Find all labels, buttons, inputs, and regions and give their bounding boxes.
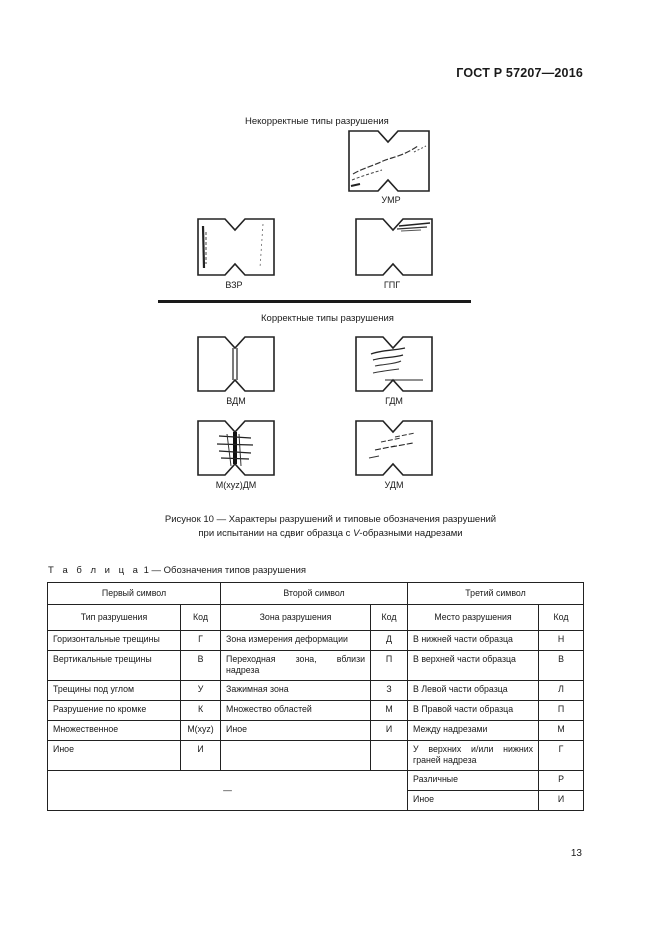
- figure-caption-line1: Рисунок 10 — Характеры разрушений и типовые обозначения разрушений: [164, 514, 497, 525]
- table-cell: П: [539, 701, 584, 721]
- table-row: [48, 741, 584, 771]
- table-cell: В Правой части образца: [408, 701, 539, 721]
- table-cell: В нижней части образца: [408, 631, 539, 651]
- specimen-udm-drawing: [355, 420, 433, 476]
- table-cell: У: [181, 681, 221, 701]
- table-cell: В: [539, 651, 584, 681]
- subheader-code: Код: [539, 605, 584, 631]
- table-cell: Г: [181, 631, 221, 651]
- table-cell: M(xyz): [181, 721, 221, 741]
- table-cell: И: [371, 721, 408, 741]
- incorrect-types-title: Некорректные типы разрушения: [245, 116, 389, 127]
- table-row: [48, 721, 584, 741]
- table-cell: П: [371, 651, 408, 681]
- figure-divider: [158, 300, 471, 303]
- merged-dash-cell: —: [48, 771, 408, 811]
- correct-types-title: Корректные типы разрушения: [261, 313, 394, 324]
- table-cell: Множественное: [48, 721, 181, 741]
- table-cell: Зажимная зона: [221, 681, 371, 701]
- table-cell: Л: [539, 681, 584, 701]
- table-cell: Иное: [48, 741, 181, 771]
- table-cell: [371, 741, 408, 771]
- specimen-vzr-drawing: [197, 218, 275, 276]
- table-cell: Иное: [221, 721, 371, 741]
- subheader-code: Код: [181, 605, 221, 631]
- table-cell: И: [181, 741, 221, 771]
- table-row: [48, 771, 584, 791]
- subheader-failure-type: Тип разрушения: [48, 605, 181, 631]
- table-cell: Вертикальные трещины: [48, 651, 181, 681]
- table-cell: Зона измерения деформации: [221, 631, 371, 651]
- specimen-mdm-drawing: [197, 420, 275, 476]
- table-cell: И: [539, 791, 584, 811]
- table-group-header-row: [48, 583, 584, 605]
- specimen-gpg-drawing: [355, 218, 433, 276]
- specimen-gpg-label: ГПГ: [383, 280, 401, 290]
- table-title-rest: 1 — Обозначения типов разрушения: [140, 565, 307, 576]
- table-cell: Между надрезами: [408, 721, 539, 741]
- table-cell: К: [181, 701, 221, 721]
- standard-code: ГОСТ Р 57207—2016: [456, 66, 583, 80]
- specimen-umr-drawing: [348, 130, 430, 192]
- specimen-mdm-label: М(xyz)ДМ: [215, 480, 257, 490]
- table-cell: Различные: [408, 771, 539, 791]
- table-cell: Множество областей: [221, 701, 371, 721]
- table-cell: [221, 741, 371, 771]
- table-cell: Д: [371, 631, 408, 651]
- specimen-vdm-label: ВДМ: [226, 396, 246, 406]
- table-title: [48, 565, 306, 576]
- specimen-gdm-label: ГДМ: [385, 396, 403, 406]
- caption-text-b: -образными надрезами: [359, 528, 463, 539]
- table-cell: Р: [539, 771, 584, 791]
- table-row: [48, 701, 584, 721]
- table-cell: М: [539, 721, 584, 741]
- table-cell: У верхних и/или нижних граней надреза: [408, 741, 539, 771]
- table-cell: М: [371, 701, 408, 721]
- table-cell: Иное: [408, 791, 539, 811]
- table-cell: Переходная зона, вблизи надреза: [221, 651, 371, 681]
- table-cell: Трещины под углом: [48, 681, 181, 701]
- specimen-udm-label: УДМ: [384, 480, 404, 490]
- header-third-symbol: Третий символ: [408, 583, 584, 605]
- caption-text-a: при испытании на сдвиг образца с: [198, 528, 354, 539]
- table-cell: В верхней части образца: [408, 651, 539, 681]
- table-cell: Горизонтальные трещины: [48, 631, 181, 651]
- table-cell: Н: [539, 631, 584, 651]
- specimen-vzr-label: ВЗР: [225, 280, 243, 290]
- subheader-failure-location: Место разрушения: [408, 605, 539, 631]
- header-first-symbol: Первый символ: [48, 583, 221, 605]
- caption-v-letter: V: [353, 528, 360, 539]
- table-sub-header-row: [48, 605, 584, 631]
- specimen-gdm-drawing: [355, 336, 433, 392]
- page-number: 13: [570, 848, 582, 859]
- table-row: [48, 651, 584, 681]
- table-cell: Разрушение по кромке: [48, 701, 181, 721]
- table-row: [48, 631, 584, 651]
- table-cell: Г: [539, 741, 584, 771]
- subheader-code: Код: [371, 605, 408, 631]
- failure-codes-table: [47, 582, 584, 811]
- table-cell: З: [371, 681, 408, 701]
- table-title-prefix: Т а б л и ц а: [48, 565, 141, 576]
- specimen-umr-label: УМР: [381, 195, 401, 205]
- subheader-failure-zone: Зона разрушения: [221, 605, 371, 631]
- table-cell: В: [181, 651, 221, 681]
- header-second-symbol: Второй символ: [221, 583, 408, 605]
- table-cell: В Левой части образца: [408, 681, 539, 701]
- table-row: [48, 681, 584, 701]
- figure-caption-line2: [0, 527, 661, 541]
- specimen-vdm-drawing: [197, 336, 275, 392]
